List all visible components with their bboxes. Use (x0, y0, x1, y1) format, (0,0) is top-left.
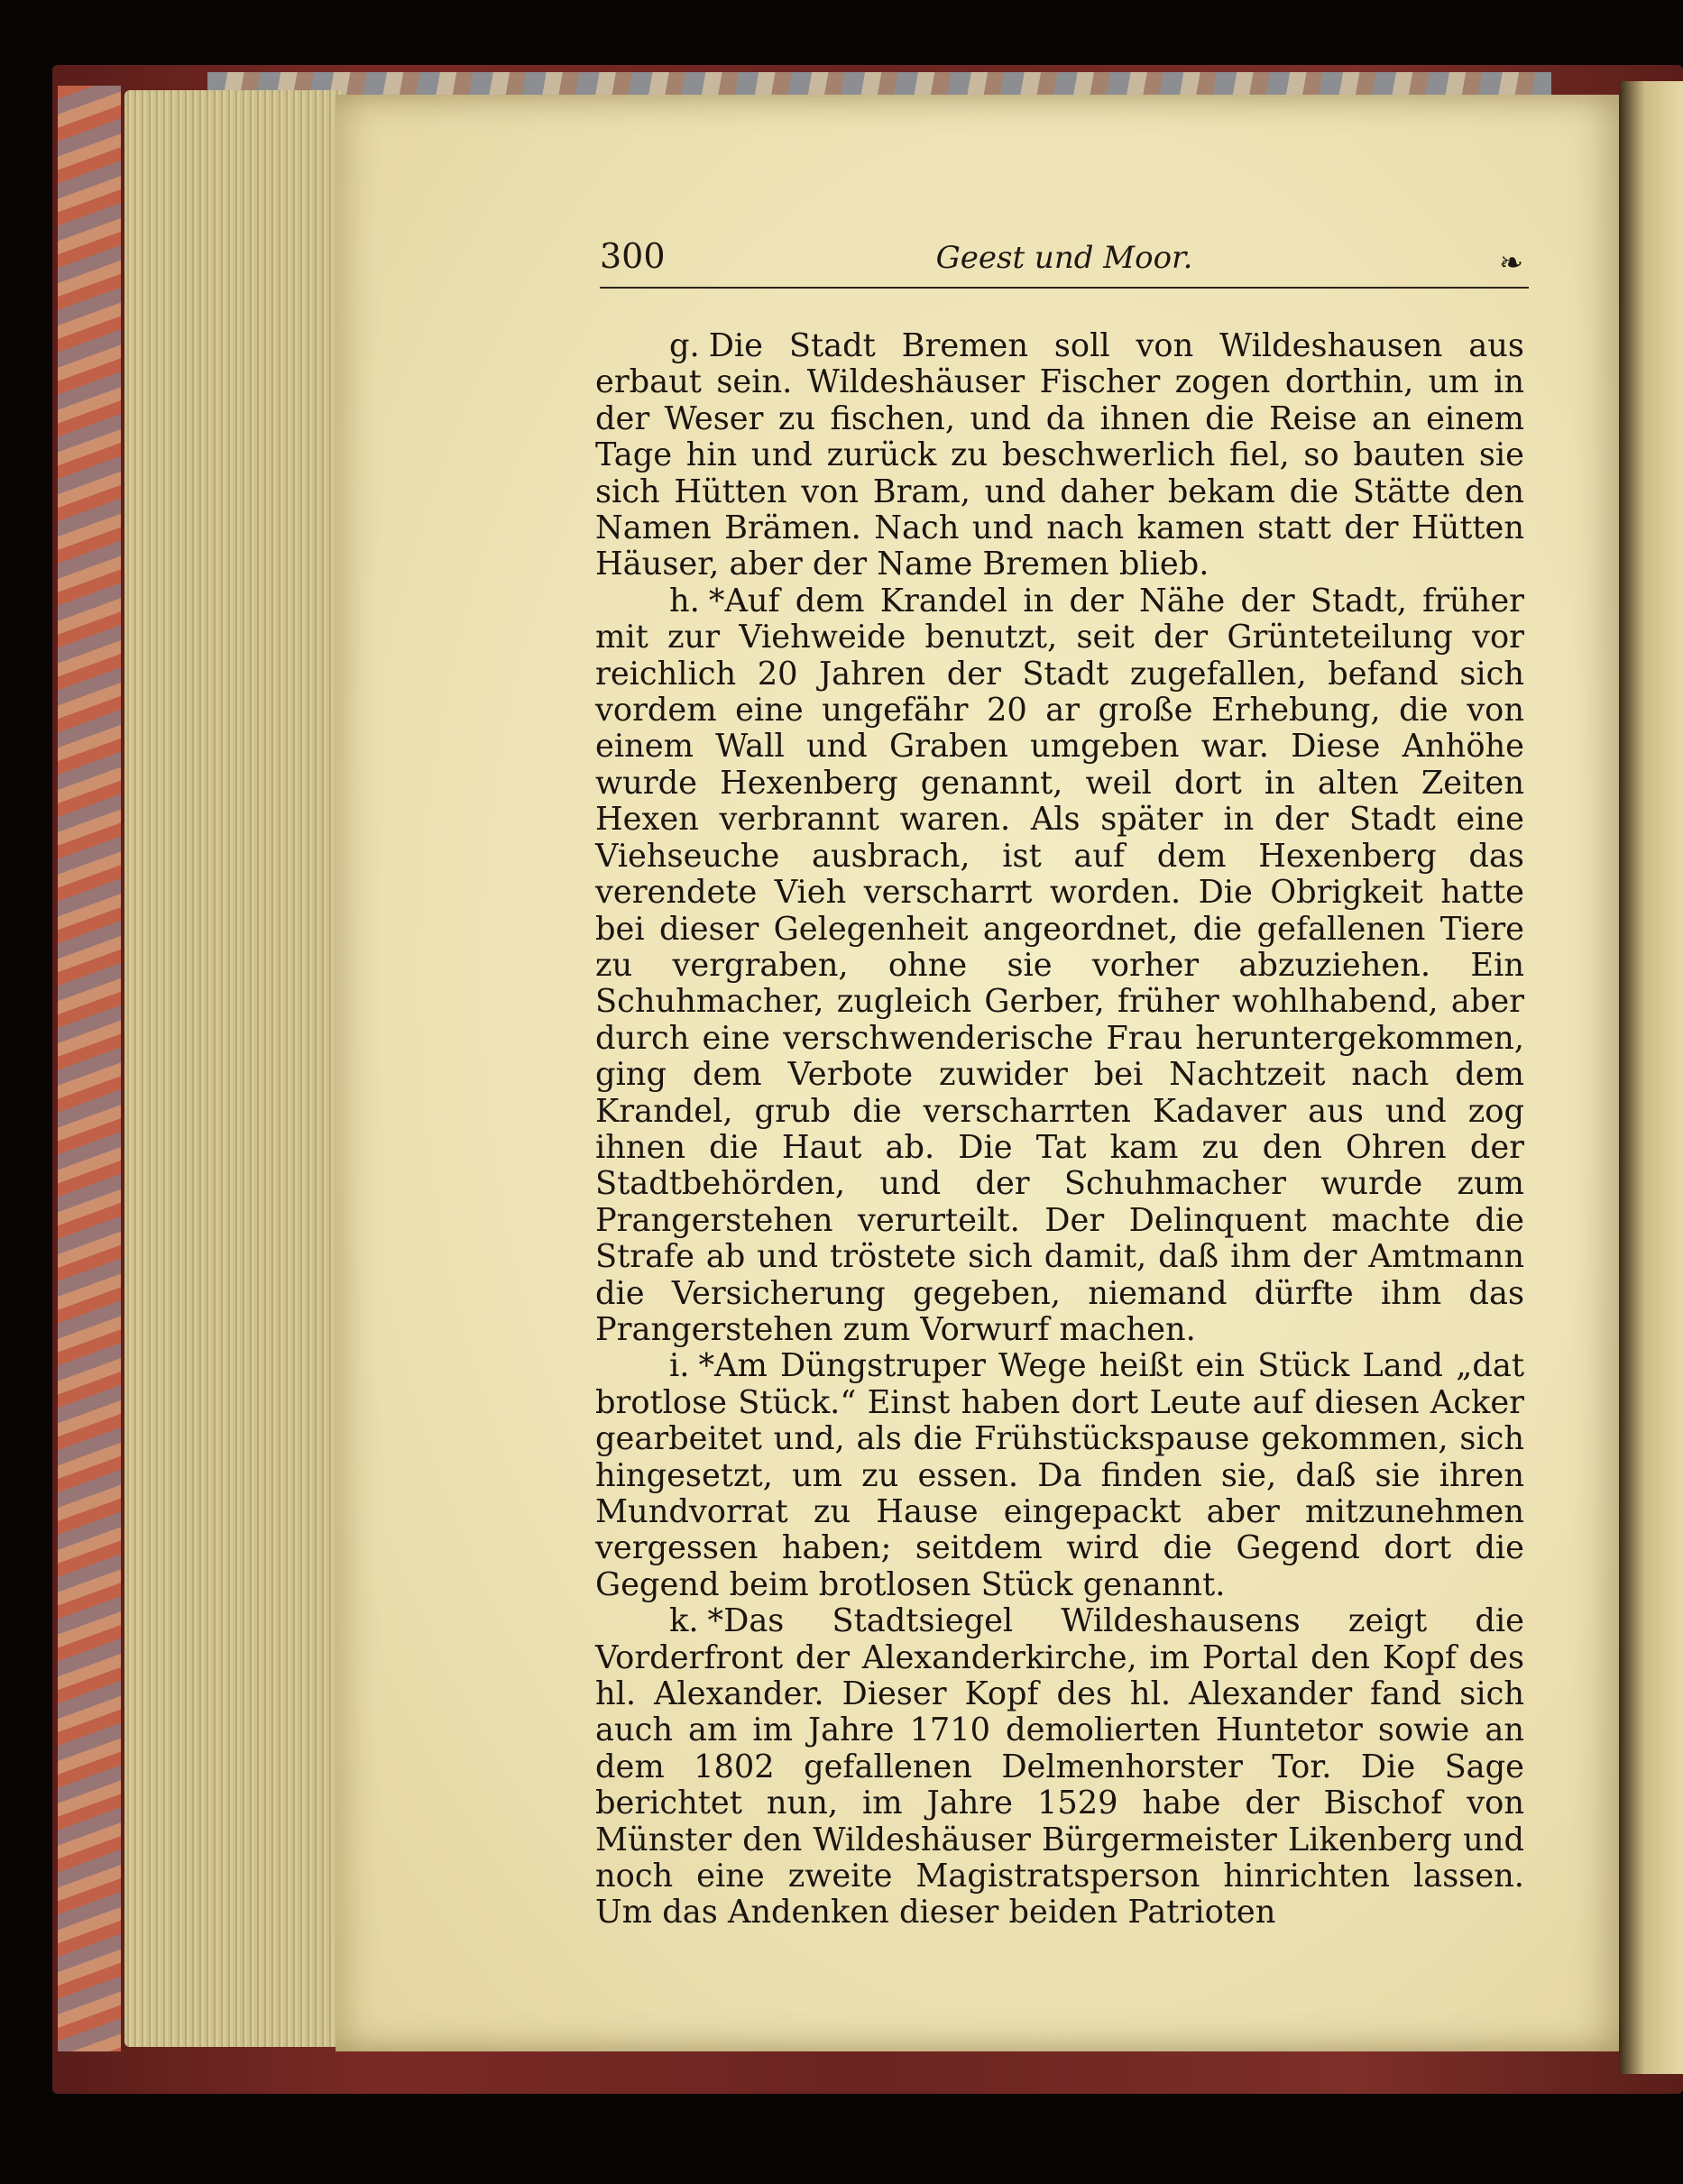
running-title: Geest und Moor. (935, 240, 1193, 276)
paragraph-text: *Das Stadtsiegel Wildeshausens zeigt die Vorderfront der Alexanderkirche, im Portal den Kopf des hl. Alexander. Dieser Kopf des hl. Alexander fand sich auch am im Jahre 1710 demolierten Huntetor sowie an dem 1802 gefallenen Delmenhorster Tor. Die Sage berichtet nun, im Jahre 1529 habe der Bischof von Münster den Wildeshäuser Bürgermeister Likenberg und noch eine zweite Magistratsperson hinrichten lassen. Um das Andenken dieser beiden Patrioten (595, 1602, 1524, 1932)
page-edges (124, 90, 341, 2047)
page-header (600, 233, 1529, 289)
facing-page-edge (1619, 81, 1683, 2074)
page-number: 300 (600, 236, 666, 276)
paragraph-h (595, 583, 1524, 1349)
paragraph-text: *Am Düngstruper Wege heißt ein Stück Land „dat brotlose Stück.“ Einst haben dort Leute auf diesen Acker gearbeitet und, als die Frühstückspause gekommen, sich hingesetzt, um zu essen. Da finden sie, daß sie ihren Mundvorrat zu Hause eingepackt aber mitzunehmen vergessen haben; seitdem wird die Gegend dort die Gegend beim brotlosen Stück genannt. (595, 1347, 1524, 1603)
marbled-endpaper (58, 86, 121, 2051)
paragraph-label: i. (669, 1347, 690, 1385)
paragraph-text: Die Stadt Bremen soll von Wildeshausen aus erbaut sein. Wildeshäuser Fischer zogen dorthin, um in der Weser zu fischen, und da ihnen die Reise an einem Tage hin und zurück zu beschwerlich fiel, so bauten sie sich Hütten von Bram, und daher bekam die Stätte den Namen Brämen. Nach und nach kamen statt der Hütten Häuser, aber der Name Bremen blieb. (595, 327, 1524, 583)
paragraph-text: *Auf dem Krandel in der Nähe der Stadt, früher mit zur Viehweide benutzt, seit der Grünteteilung vor reichlich 20 Jahren der Stadt zugefallen, befand sich vordem eine ungefähr 20 ar große Erhebung, die von einem Wall und Graben umgeben war. Diese Anhöhe wurde Hexenberg genannt, weil dort in alten Zeiten Hexen verbrannt waren. Als später in der Stadt eine Viehseuche ausbrach, ist auf dem Hexenberg das verendete Vieh verscharrt worden. Die Obrigkeit hatte bei dieser Gelegenheit angeordnet, die gefallenen Tiere zu vergraben, ohne sie vorher abzuziehen. Ein Schuhmacher, zugleich Gerber, früher wohlhabend, aber durch eine verschwenderische Frau heruntergekommen, ging dem Verbote zuwider bei Nachtzeit nach dem Krandel, grub die verscharrten Kadaver aus und zog ihnen die Haut ab. Die Tat kam zu den Ohren der Stadtbehörden, und der Schuhmacher wurde zum Prangerstehen verurteilt. Der Delinquent machte die Strafe ab und tröstete sich damit, daß ihm der Amtmann die Versicherung gegeben, niemand dürfte ihm das Prangerstehen zum Vorwurf machen. (595, 582, 1524, 1348)
paragraph-label: k. (669, 1602, 699, 1640)
paragraph-k (595, 1603, 1524, 1932)
paragraph-label: g. (669, 327, 700, 364)
flourish-icon: ❧ (1499, 245, 1523, 280)
body-text (595, 328, 1524, 1932)
paragraph-i (595, 1348, 1524, 1603)
paragraph-label: h. (669, 582, 700, 619)
paragraph-g (595, 328, 1524, 583)
